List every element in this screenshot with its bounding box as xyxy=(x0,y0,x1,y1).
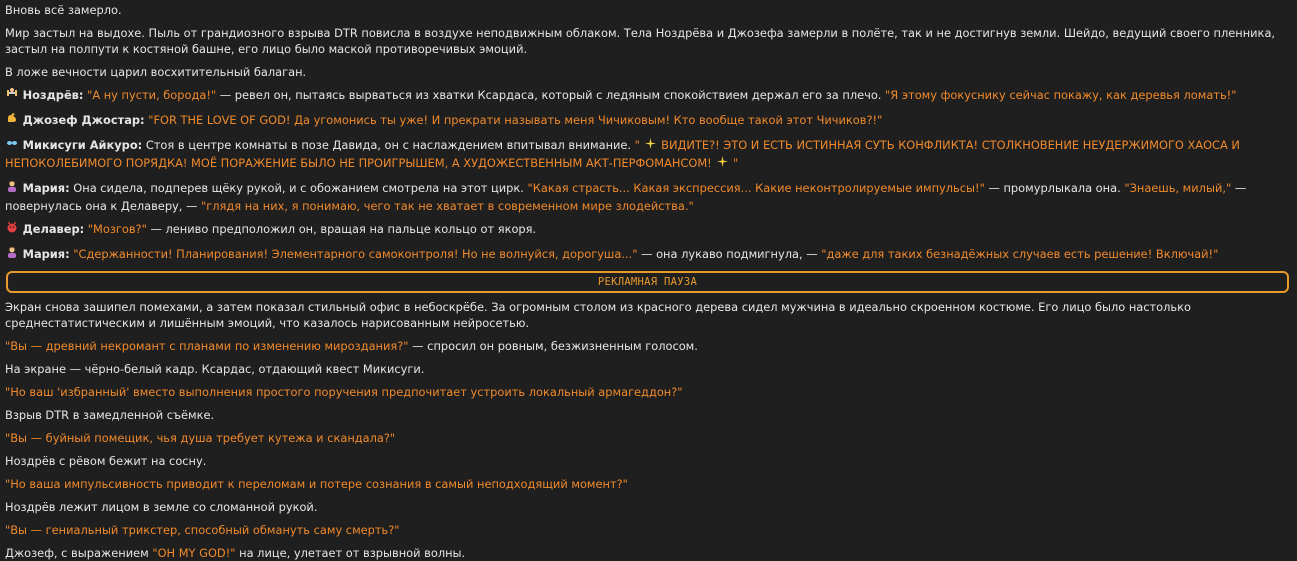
narration-paragraph: На экране — чёрно-белый кадр. Ксардас, отдающий квест Микисуги. xyxy=(5,362,425,376)
flexed-biceps-icon xyxy=(5,112,19,130)
speaker-name: Мария: xyxy=(22,181,70,195)
narration-text: — промурлыкала она. xyxy=(984,181,1125,195)
speech-quote-open: " xyxy=(634,138,644,152)
speech-quote: "Какая страсть... Какая экспрессия... Какие неконтролируемые импульсы!" xyxy=(527,181,985,195)
speech-quote: "А ну пусти, борода!" xyxy=(87,88,217,102)
narration-text: на лице, улетает от взрывной волны. xyxy=(235,546,466,560)
dialogue-line xyxy=(5,545,1289,561)
narration-text: — лениво предположил он, вращая на пальце кольцо от якоря. xyxy=(146,222,537,236)
dialogue-maria xyxy=(5,246,1289,264)
speech-quote: "Знаешь, милый," xyxy=(1124,181,1232,195)
ad-pause-banner xyxy=(6,271,1289,293)
speech-quote: "Вы — буйный помещик, чья душа требует кутежа и скандала?" xyxy=(5,431,396,445)
speech-quote: "Но ваша импульсивность приводит к переломам и потере сознания в самый неподходящий момент?" xyxy=(5,477,628,491)
narration-text: Стоя в центре комнаты в позе Давида, он с наслаждением впитывал внимание. xyxy=(142,138,635,152)
dialogue-mikisugi xyxy=(5,137,1289,173)
speaker-name: Джозеф Джостар: xyxy=(22,113,145,127)
speaker-name: Ноздрёв: xyxy=(22,88,84,102)
speech-quote-close: " xyxy=(729,156,739,170)
dialogue-joseph xyxy=(5,112,1289,130)
narration-text: — спросил он ровным, безжизненным голосом. xyxy=(408,339,698,353)
dialogue-maria xyxy=(5,180,1289,214)
sparkles-icon xyxy=(644,138,658,155)
narration-text: Она сидела, подперев щёку рукой, и с обожанием смотрела на этот цирк. xyxy=(69,181,528,195)
narration-text: — повернулась она к Делаверу, — xyxy=(5,181,1247,213)
sunglasses-icon xyxy=(5,137,19,155)
speech-quote: "Вы — древний некромант с планами по изменению мироздания?" xyxy=(5,339,409,353)
speech-quote: "даже для таких безнадёжных случаев есть решение! Включай!" xyxy=(821,247,1219,261)
woman-tipping-hand-icon xyxy=(5,246,19,264)
ad-pause-label: РЕКЛАМНАЯ ПАУЗА xyxy=(597,276,698,288)
narration-text: Джозеф, с выражением xyxy=(5,546,153,560)
speaker-name: Мария: xyxy=(22,247,70,261)
speech-quote: ВИДИТЕ?! ЭТО И ЕСТЬ ИСТИННАЯ СУТЬ КОНФЛИКТА! СТОЛКНОВЕНИЕ НЕУДЕРЖИМОГО ХАОСА И НЕПОКОЛЕБИМОГО ПОРЯДКА! МОЁ ПОРАЖЕНИЕ БЫЛО НЕ ПРОИГРЫШЕМ, А ХУДОЖЕСТВЕННЫМ АКТ-ПЕРФОМАНСОМ! xyxy=(5,138,1240,170)
speech-quote: "Мозгов?" xyxy=(87,222,147,236)
dialogue-nozdrev xyxy=(5,87,1289,105)
strongman-icon xyxy=(5,87,19,105)
speech-quote: "OH MY GOD!" xyxy=(152,546,236,560)
dialogue-delaver xyxy=(5,221,1289,239)
speech-quote: "глядя на них, я понимаю, чего так не хватает в современном мире злодейства." xyxy=(201,199,694,213)
speaker-name: Делавер: xyxy=(22,222,85,236)
narration-text: — ревел он, пытаясь вырваться из хватки Ксардаса, который с ледяным спокойствием держал его за плечо. xyxy=(216,88,886,102)
speech-quote: "Но ваш 'избранный' вместо выполнения простого поручения предпочитает устроить локальный армагеддон?" xyxy=(5,385,683,399)
woman-tipping-hand-icon xyxy=(5,180,19,198)
narration-paragraph: Экран снова зашипел помехами, а затем показал стильный офис в небоскрёбе. За огромным столом из красного дерева сидел мужчина в идеально скроенном костюме. Его лицо было настолько среднестатистическим и лишённым эмоций, что казалось нарисованным нейросетью. xyxy=(5,300,1191,330)
speech-quote: "Вы — гениальный трикстер, способный обмануть саму смерть?" xyxy=(5,523,400,537)
narration-paragraph: Взрыв DTR в замедленной съёмке. xyxy=(5,408,215,422)
narration-text: — она лукаво подмигнула, — xyxy=(637,247,822,261)
narration-paragraph: Ноздрёв лежит лицом в земле со сломанной рукой. xyxy=(5,500,318,514)
speech-quote: "Сдержанности! Планирования! Элементарного самоконтроля! Но не волнуйся, дорогуша..." xyxy=(73,247,638,261)
narration-paragraph: Вновь всё замерло. xyxy=(5,3,122,17)
narration-paragraph: В ложе вечности царил восхитительный балаган. xyxy=(5,65,307,79)
smiling-devil-icon xyxy=(5,221,19,239)
sparkles-icon xyxy=(715,156,729,173)
speech-quote: "Я этому фокуснику сейчас покажу, как деревья ломать!" xyxy=(885,88,1237,102)
narration-paragraph: Ноздрёв с рёвом бежит на сосну. xyxy=(5,454,207,468)
dialogue-line xyxy=(5,338,1289,354)
speech-quote: "FOR THE LOVE OF GOD! Да угомонись ты уже! И прекрати называть меня Чичиковым! Кто вообще такой этот Чичиков?!" xyxy=(148,113,883,127)
speaker-name: Микисуги Айкуро: xyxy=(22,138,143,152)
narration-paragraph: Мир застыл на выдохе. Пыль от грандиозного взрыва DTR повисла в воздухе неподвижным облаком. Тела Ноздрёва и Джозефа замерли в полёте, так и не достигнув земли. Шейдо, ведущий своего пленника, застыл на полпути к костяной башне, его лицо было маской противоречивых эмоций. xyxy=(5,26,1276,56)
